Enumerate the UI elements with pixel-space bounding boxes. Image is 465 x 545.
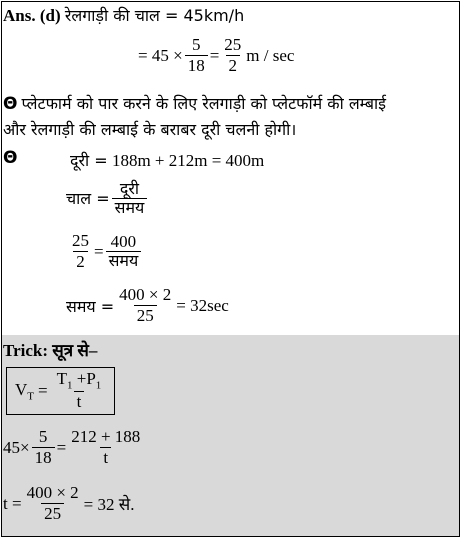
answer-heading	[3, 4, 244, 26]
fraction-400-time	[106, 233, 142, 271]
fraction-numerator: 25	[224, 35, 242, 54]
fraction-denominator: 25	[41, 503, 64, 524]
fraction-800-25	[24, 484, 82, 523]
equals-sign: =	[56, 437, 67, 457]
fraction-numerator: 5	[191, 35, 201, 54]
trick-formula-box	[6, 367, 115, 415]
fraction-numerator: $T_1 +P_1$	[56, 369, 102, 392]
fraction-numerator: 25	[72, 231, 89, 250]
speed-statement: रेलगाड़ी की चाल = 45km/h	[64, 6, 245, 25]
distance-expression: 188m + 212m = 400m	[111, 151, 265, 170]
coefficient: 45×	[3, 437, 30, 457]
distance-over-time	[112, 180, 148, 217]
explanation-line-2: और रेलगाड़ी की लम्बाई के बराबर दूरी चलनी होगी।	[3, 120, 297, 139]
ans-option: (d)	[39, 6, 61, 25]
fraction-numerator: 400	[110, 231, 137, 251]
formula-lhs: $V_T$	[15, 379, 35, 403]
speed-conversion	[138, 36, 294, 75]
formula-fraction	[54, 370, 105, 412]
equals-sign: =	[38, 381, 48, 401]
fraction-25-2	[221, 36, 244, 75]
distance-bullet	[3, 148, 17, 168]
fraction-denominator: 2	[226, 55, 241, 76]
explanation-line-1	[3, 92, 386, 114]
fraction-denominator: 18	[32, 447, 55, 468]
fraction-denominator: t	[74, 391, 85, 412]
fraction-5-18	[185, 36, 208, 75]
time-label: समय =	[66, 296, 115, 316]
explanation-text-1: प्लेटफार्म को पार करने के लिए रेलगाड़ी को प्लेटफॉर्म की लम्बाई	[21, 94, 387, 113]
trick-step-1	[3, 428, 145, 467]
ans-label: Ans.	[3, 6, 36, 25]
trick-result: = 32 से.	[83, 495, 135, 515]
fraction-numerator: 212 + 188	[71, 427, 141, 446]
ratio-equation	[67, 232, 143, 271]
fraction-denominator: समय	[106, 251, 142, 270]
trick-heading: Trick: सूत्र से–	[3, 341, 98, 360]
therefore-symbol: Θ	[3, 94, 18, 114]
fraction-numerator: 400 × 2	[119, 285, 172, 304]
trick-step-2	[3, 484, 135, 523]
fraction-5-18	[32, 428, 55, 467]
fraction-denominator: 2	[73, 251, 88, 272]
fraction-denominator: समय	[112, 198, 148, 217]
t-label: t =	[3, 493, 22, 513]
therefore-symbol: Θ	[3, 148, 18, 168]
fraction-numerator: 5	[38, 427, 48, 446]
fraction-denominator: 18	[185, 55, 208, 76]
distance-label: दूरी =	[70, 151, 108, 170]
distance-line	[70, 149, 264, 171]
equals-sign: =	[209, 45, 220, 65]
fraction-800-25	[116, 286, 174, 325]
fraction-numerator: दूरी	[119, 179, 140, 198]
speed-label: चाल =	[66, 189, 110, 209]
fraction-denominator: 25	[134, 305, 157, 326]
speed-formula	[66, 180, 149, 217]
time-result: = 32sec	[176, 295, 229, 315]
conversion-lhs: = 45 ×	[138, 45, 183, 65]
fraction-sum-over-t	[68, 428, 143, 467]
speed-unit: m / sec	[246, 45, 295, 65]
fraction-denominator: t	[100, 447, 111, 468]
time-equation	[66, 286, 229, 325]
equals-sign: =	[94, 241, 104, 261]
fraction-25-2	[69, 232, 92, 271]
fraction-numerator: 400 × 2	[26, 483, 79, 502]
